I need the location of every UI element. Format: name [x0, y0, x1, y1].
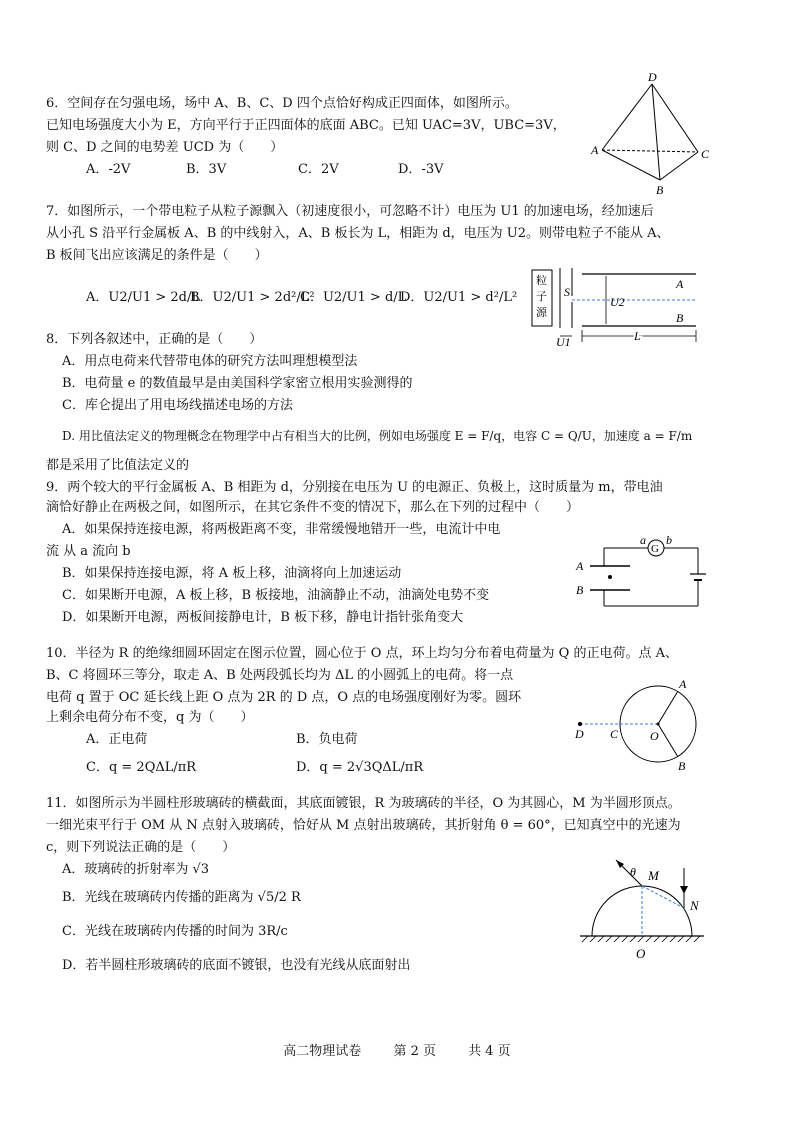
label-zi: 子: [536, 291, 547, 303]
q10-option-a: A．正电荷: [86, 732, 148, 747]
tetrahedron-figure: [588, 70, 718, 200]
q8-option-d-tail: 都是采用了比值法定义的: [46, 458, 190, 473]
plate-b-label: B: [576, 583, 584, 597]
footer-page: 第 2 页: [393, 1044, 436, 1059]
plate-a-label: A: [576, 559, 584, 573]
label-a: a: [640, 533, 646, 547]
q9-option-d: D．如果断开电源，两板间接静电计，B 板下移，静电计指针张角变大: [62, 610, 464, 625]
point-o: O: [636, 946, 646, 961]
label-a: A: [591, 143, 599, 157]
angle-theta: θ: [630, 865, 636, 879]
q10-option-d: D．q = 2√3QΔL/πR: [296, 760, 424, 775]
half-cylinder-figure: [572, 846, 712, 964]
q8-line1: 8．下列各叙述中，正确的是（ ）: [46, 332, 263, 347]
point-n: N: [690, 898, 699, 913]
q6-line3: 则 C、D 之间的电势差 UCD 为（ ）: [46, 140, 284, 155]
q6-option-a: A．-2V: [86, 162, 131, 177]
q7-line2: 从小孔 S 沿平行金属板 A、B 的中线射入，A、B 板长为 L，相距为 d，电压为 U2。则带电粒子不能从 A、: [46, 226, 670, 241]
ring-label-b: B: [678, 759, 686, 773]
q11-line3: c，则下列说法正确的是（ ）: [46, 840, 236, 855]
q7-option-b: B．U2/U1 > 2d²/L²: [190, 290, 315, 305]
accelerator-figure: [526, 264, 706, 348]
q7-line3: B 板间飞出应该满足的条件是（ ）: [46, 248, 268, 263]
q11-option-c: C．光线在玻璃砖内传播的时间为 3R/c: [62, 924, 288, 939]
ring-label-d: D: [575, 727, 584, 741]
q8-option-b: B．电荷量 e 的数值最早是由美国科学家密立根用实验测得的: [62, 376, 413, 391]
q10-option-b: B．负电荷: [296, 732, 358, 747]
q7-option-d: D．U2/U1 > d²/L²: [400, 290, 518, 305]
page-footer: [0, 1040, 794, 1059]
label-l: L: [634, 329, 641, 343]
q11-option-b: B．光线在玻璃砖内传播的距离为 √5/2 R: [62, 890, 301, 905]
label-plate-a: A: [676, 277, 684, 291]
ring-label-a: A: [679, 677, 687, 691]
q6-line2: 已知电场强度大小为 E，方向平行于正四面体的底面 ABC。已知 UAC=3V，UBC=3V，: [46, 118, 566, 133]
q9-option-a-tail: 流 从 a 流向 b: [46, 544, 131, 559]
capacitor-circuit-figure: [572, 530, 712, 614]
q9-line1: 9．两个较大的平行金属板 A、B 相距为 d，分别接在电压为 U 的电源正、负极上，这时质量为 m，带电油: [46, 480, 663, 495]
q9-option-a: A．如果保持连接电源，将两极距离不变，非常缓慢地错开一些，电流计中电: [62, 522, 501, 537]
label-b: B: [656, 183, 664, 197]
footer-total: 共 4 页: [468, 1044, 511, 1059]
q10-line3: 电荷 q 置于 OC 延长线上距 O 点为 2R 的 D 点，O 点的电场强度刚好为零。圆环: [46, 690, 522, 705]
label-yuan: 源: [536, 307, 547, 319]
ring-label-c: C: [610, 727, 619, 741]
label-u1: U1: [556, 335, 571, 348]
q11-option-d: D．若半圆柱形玻璃砖的底面不镀银，也没有光线从底面射出: [62, 958, 411, 973]
label-li: 粒: [536, 275, 547, 287]
q11-line1: 11．如图所示为半圆柱形玻璃砖的横截面，其底面镀银，R 为玻璃砖的半径，O 为其圆心，M 为半圆形顶点。: [46, 796, 681, 811]
footer-title: 高二物理试卷: [283, 1044, 362, 1059]
label-b: b: [666, 533, 672, 547]
q11-line2: 一细光束平行于 OM 从 N 点射入玻璃砖，恰好从 M 点射出玻璃砖，其折射角 θ = 60°，已知真空中的光速为: [46, 818, 681, 833]
q10-option-c: C．q = 2QΔL/πR: [86, 760, 197, 775]
q11-option-a: A．玻璃砖的折射率为 √3: [62, 862, 210, 877]
ring-label-o: O: [650, 729, 659, 743]
label-plate-b: B: [676, 311, 684, 325]
q9-line2: 滴恰好静止在两极之间，如图所示，在其它条件不变的情况下，那么在下列的过程中（ ）: [46, 500, 580, 515]
q6-option-b: B．3V: [186, 162, 227, 177]
q9-option-b: B．如果保持连接电源，将 A 板上移，油滴将向上加速运动: [62, 566, 402, 581]
galvanometer-g: G: [651, 543, 659, 555]
q8-option-d: D. 用比值法定义的物理概念在物理学中占有相当大的比例，例如电场强度 E = F/q，电容 C = Q/U，加速度 a = F/m: [62, 429, 693, 443]
point-m: M: [648, 868, 659, 883]
label-c: C: [701, 147, 710, 161]
q7-line1: 7．如图所示，一个带电粒子从粒子源飘入（初速度很小，可忽略不计）电压为 U1 的加速电场，经加速后: [46, 204, 654, 219]
q7-option-a: A．U2/U1 > 2d/L: [86, 290, 200, 305]
q6-line1: 6．空间存在匀强电场，场中 A、B、C、D 四个点恰好构成正四面体，如图所示。: [46, 96, 518, 111]
q6-option-c: C．2V: [298, 162, 339, 177]
q10-line1: 10．半径为 R 的绝缘细圆环固定在图示位置，圆心位于 O 点，环上均匀分布着电荷量为 Q 的正电荷。点 A、: [46, 646, 678, 661]
q8-option-c: C．库仑提出了用电场线描述电场的方法: [62, 398, 293, 413]
label-d: D: [648, 70, 657, 84]
q10-line2: B、C 将圆环三等分，取走 A、B 处两段弧长均为 ΔL 的小圆弧上的电荷。将一点: [46, 668, 514, 683]
q7-option-c: C．U2/U1 > d/L: [300, 290, 407, 305]
q9-option-c: C．如果断开电源，A 板上移，B 板接地，油滴静止不动，油滴处电势不变: [62, 588, 490, 603]
label-u2: U2: [610, 295, 625, 309]
ring-figure: [572, 674, 702, 774]
q10-line4: 上剩余电荷分布不变，q 为（ ）: [46, 710, 254, 725]
q6-option-d: D．-3V: [398, 162, 444, 177]
q8-option-a: A．用点电荷来代替带电体的研究方法叫理想模型法: [62, 354, 358, 369]
label-s: S: [564, 285, 570, 299]
